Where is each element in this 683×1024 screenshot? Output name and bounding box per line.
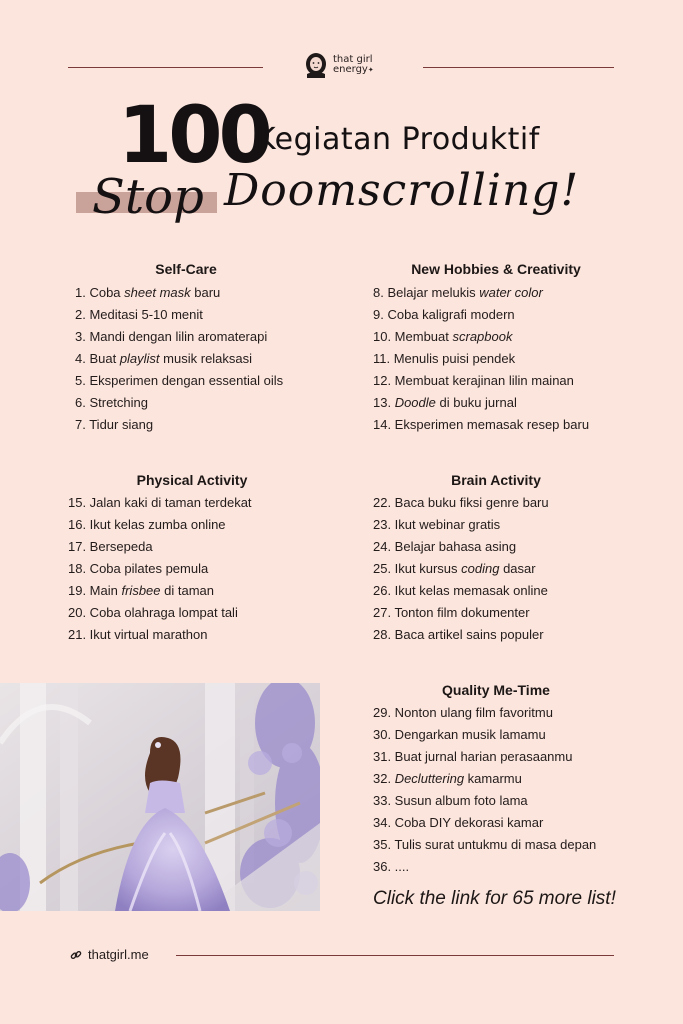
list-item [373, 282, 589, 304]
list-item [373, 304, 589, 326]
list-item-text: 29. Nonton ulang film favoritmu [373, 705, 553, 720]
list-item [373, 414, 589, 436]
list-item-text: musik relaksasi [159, 351, 253, 366]
list-item [373, 326, 589, 348]
list-item-text: 19. Main [68, 583, 122, 598]
brand-line2: energy [333, 64, 368, 75]
sparkle-icon: ✦ [367, 66, 374, 74]
list-item [373, 492, 549, 514]
list-item-text: di taman [160, 583, 214, 598]
list-item-text: 21. Ikut virtual marathon [68, 627, 208, 642]
list-item-text: 9. Coba kaligrafi modern [373, 307, 515, 322]
list-item-text: 3. Mandi dengan lilin aromaterapi [75, 329, 268, 344]
list-item-text: 30. Dengarkan musik lamamu [373, 727, 546, 742]
header-rule-left [68, 67, 263, 68]
list-item-text: di buku jurnal [435, 395, 517, 410]
section-heading-brain: Brain Activity [451, 472, 541, 488]
list-item-text: 8. Belajar melukis [373, 285, 480, 300]
list-item [373, 746, 596, 768]
list-item [373, 790, 596, 812]
list-item [373, 392, 589, 414]
list-item-emphasis: playlist [119, 351, 160, 366]
list-item [373, 702, 596, 724]
list-self-care [75, 282, 283, 436]
list-brain [373, 492, 549, 646]
list-item [68, 558, 252, 580]
list-item-text: 32. [373, 771, 395, 786]
list-item [75, 348, 283, 370]
list-me-time [373, 702, 596, 878]
title-script-doomscrolling: Doomscrolling! [224, 165, 580, 216]
list-item-text: 33. Susun album foto lama [373, 793, 528, 808]
list-item-emphasis: coding [461, 561, 500, 576]
section-heading-me-time: Quality Me-Time [442, 682, 550, 698]
list-item-text: 28. Baca artikel sains populer [373, 627, 544, 642]
list-item [373, 602, 549, 624]
list-item [68, 602, 252, 624]
list-item-text: 4. Buat [75, 351, 120, 366]
list-item-text: 16. Ikut kelas zumba online [68, 517, 226, 532]
list-item [68, 624, 252, 646]
list-physical [68, 492, 252, 646]
list-item [373, 348, 589, 370]
list-item-text: 10. Membuat [373, 329, 453, 344]
list-item [373, 724, 596, 746]
list-item-text: 36. .... [373, 859, 410, 874]
list-item-text: 31. Buat jurnal harian perasaanmu [373, 749, 573, 764]
list-item-text: 25. Ikut kursus [373, 561, 462, 576]
list-item [373, 370, 589, 392]
list-item-emphasis: sheet mask [124, 285, 191, 300]
list-item-text: 20. Coba olahraga lompat tali [68, 605, 238, 620]
list-hobbies [373, 282, 589, 436]
section-heading-physical: Physical Activity [136, 472, 248, 488]
list-item-text: 1. Coba [75, 285, 125, 300]
list-item [75, 370, 283, 392]
list-item-text: 2. Meditasi 5-10 menit [75, 307, 203, 322]
list-item-text: baru [190, 285, 221, 300]
footer-link[interactable] [70, 947, 149, 962]
list-item [68, 514, 252, 536]
section-heading-self-care: Self-Care [155, 261, 217, 277]
list-item [373, 580, 549, 602]
list-item [373, 536, 549, 558]
list-item [373, 768, 596, 790]
link-icon [70, 949, 82, 961]
footer-link-text[interactable]: thatgirl.me [88, 947, 149, 962]
list-item [68, 536, 252, 558]
list-item-emphasis: water color [479, 285, 543, 300]
list-item-text: 17. Bersepeda [68, 539, 153, 554]
list-item-emphasis: Doodle [394, 395, 436, 410]
list-item [75, 414, 283, 436]
list-item-text: 23. Ikut webinar gratis [373, 517, 501, 532]
brand-logo [304, 52, 374, 78]
list-item [75, 282, 283, 304]
footer-rule [176, 955, 614, 956]
header-rule-right [423, 67, 614, 68]
list-item [68, 580, 252, 602]
cta-text[interactable]: Click the link for 65 more list! [373, 888, 616, 909]
list-item-text: 13. [373, 395, 395, 410]
list-item-text: 34. Coba DIY dekorasi kamar [373, 815, 544, 830]
list-item-emphasis: scrapbook [452, 329, 513, 344]
list-item [373, 624, 549, 646]
list-item-text: 12. Membuat kerajinan lilin mainan [373, 373, 574, 388]
list-item-text: 5. Eksperimen dengan essential oils [75, 373, 284, 388]
list-item [373, 514, 549, 536]
list-item-text: 35. Tulis surat untukmu di masa depan [373, 837, 597, 852]
list-item-text: kamarmu [464, 771, 522, 786]
list-item-text: 26. Ikut kelas memasak online [373, 583, 548, 598]
section-heading-hobbies: New Hobbies & Creativity [411, 261, 581, 277]
list-item [373, 834, 596, 856]
princess-painting-image [0, 683, 320, 911]
list-item [373, 812, 596, 834]
list-item-text: 24. Belajar bahasa asing [373, 539, 517, 554]
list-item-text: 7. Tidur siang [75, 417, 154, 432]
title-text: Kegiatan Produktif [256, 122, 540, 157]
list-item-emphasis: Decluttering [394, 771, 465, 786]
girl-avatar-icon [304, 52, 328, 78]
list-item [68, 492, 252, 514]
list-item-text: 15. Jalan kaki di taman terdekat [68, 495, 252, 510]
list-item-text: 6. Stretching [75, 395, 148, 410]
list-item-text: 14. Eksperimen memasak resep baru [373, 417, 590, 432]
brand-line1: that girl [333, 54, 373, 65]
list-item-text: 22. Baca buku fiksi genre baru [373, 495, 549, 510]
list-item [75, 304, 283, 326]
list-item [373, 558, 549, 580]
list-item-text: 27. Tonton film dokumenter [373, 605, 530, 620]
list-item [75, 326, 283, 348]
list-item-text: dasar [499, 561, 536, 576]
list-item-emphasis: frisbee [121, 583, 161, 598]
list-item [373, 856, 596, 878]
list-item-text: 11. Menulis puisi pendek [373, 351, 516, 366]
list-item-text: 18. Coba pilates pemula [68, 561, 209, 576]
title-number: 100 [118, 91, 269, 181]
list-item [75, 392, 283, 414]
title-script-stop: Stop [92, 169, 204, 225]
